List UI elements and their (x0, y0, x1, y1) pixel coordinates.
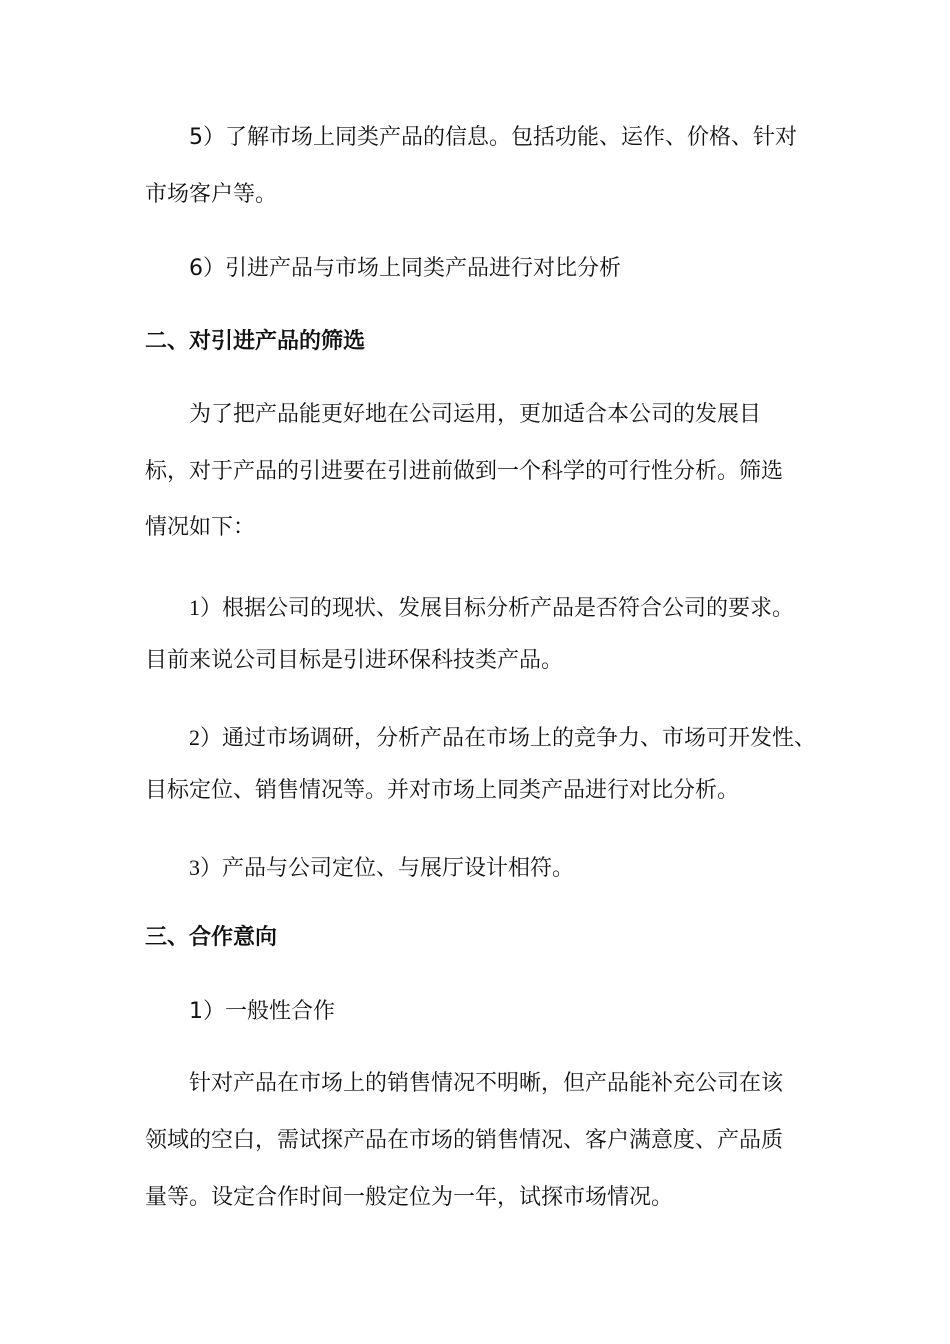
item-number: 2 (189, 725, 200, 750)
section2-intro-line2: 标，对于产品的引进要在引进前做到一个科学的可行性分析。筛选 (145, 459, 784, 484)
section3-para-line3: 量等。设定合作时间一般定位为一年，试探市场情况。 (145, 1185, 674, 1210)
section3-para-line1: 针对产品在市场上的销售情况不明晰，但产品能补充公司在该 (189, 1071, 784, 1096)
section2-intro-line1: 为了把产品能更好地在公司运用，更加适合本公司的发展目 (189, 402, 762, 427)
item-text: ）产品与公司定位、与展厅设计相符。 (200, 856, 575, 881)
section3-para-line2: 领域的空白，需试探产品在市场的销售情况、客户满意度、产品质 (145, 1128, 784, 1153)
section2-intro-line3: 情况如下： (145, 515, 256, 540)
item5-line1: 5）了解市场上同类产品的信息。包括功能、运作、价格、针对 (189, 125, 797, 150)
item-number: 1 (189, 595, 200, 620)
item6-line: 6）引进产品与市场上同类产品进行对比分析 (189, 256, 621, 281)
section3-item1: 1）一般性合作 (189, 999, 335, 1024)
section2-heading: 二、对引进产品的筛选 (145, 329, 366, 354)
section2-item1-line2: 目前来说公司目标是引进环保科技类产品。 (145, 648, 564, 673)
item-text: ）根据公司的现状、发展目标分析产品是否符合公司的要求。 (200, 596, 795, 621)
item5-line2: 市场客户等。 (145, 182, 278, 207)
section2-item2-line2: 目标定位、销售情况等。并对市场上同类产品进行对比分析。 (145, 778, 740, 803)
section3-heading: 三、合作意向 (145, 925, 278, 950)
section2-item1-line1 (189, 593, 794, 624)
section2-item2-line1 (189, 723, 816, 754)
section2-item3-line1 (189, 853, 574, 884)
item-number: 3 (189, 855, 200, 880)
item-text: ）通过市场调研，分析产品在市场上的竞争力、市场可开发性、 (200, 726, 817, 751)
